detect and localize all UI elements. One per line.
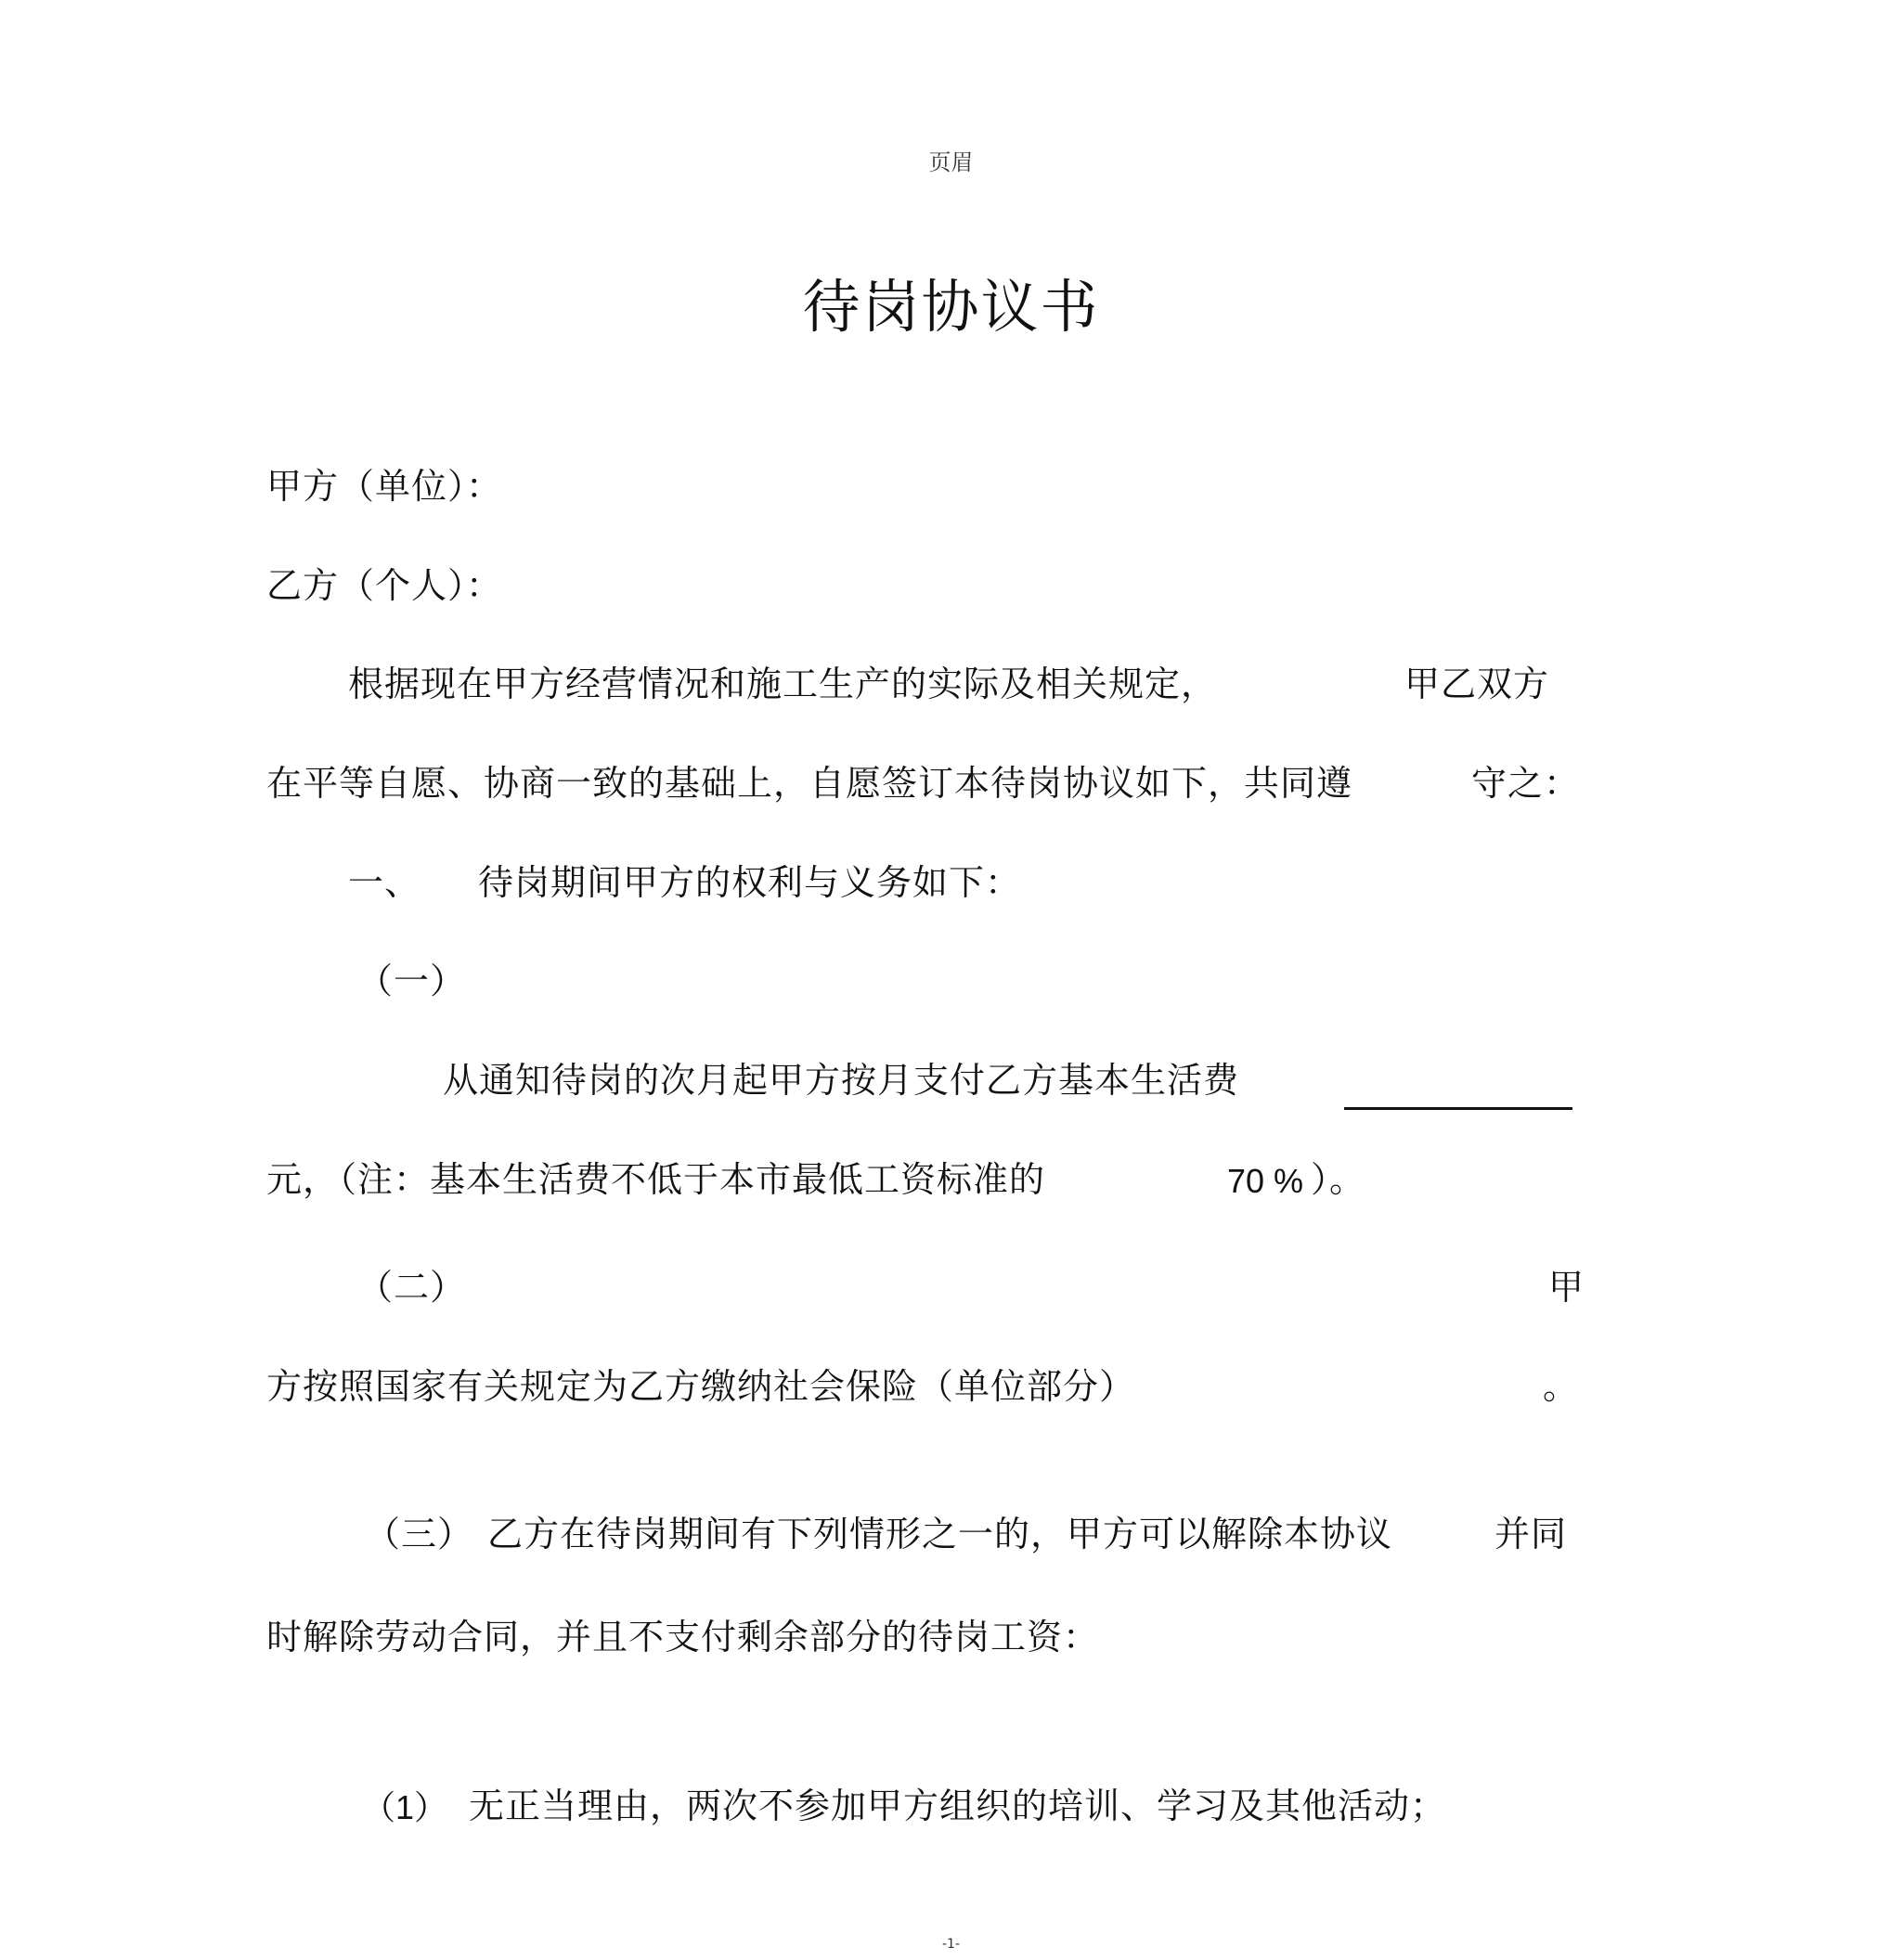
intro-line2-left: 在平等自愿、协商一致的基础上，自愿签订本待岗协议如下，共同遵 — [266, 763, 1353, 804]
amount-blank-line — [1344, 1107, 1572, 1110]
item3-number: （三） — [365, 1514, 474, 1554]
section1-number: 一、 — [348, 862, 421, 903]
page-number: -1- — [941, 1937, 960, 1952]
item1-line2-end: ）。 — [1311, 1159, 1366, 1200]
clause1-number: （1） — [362, 1788, 448, 1826]
item2-line1-right: 甲 — [1548, 1267, 1585, 1308]
party-b-label: 乙方（个人）： — [266, 565, 503, 606]
document-title: 待岗协议书 — [802, 273, 1100, 341]
item1-line1: 从通知待岗的次月起甲方按月支付乙方基本生活费 — [443, 1060, 1240, 1101]
item1-percent: 70 % — [1227, 1162, 1304, 1200]
item1-line2: 元，（注：基本生活费不低于本市最低工资标准的 — [266, 1159, 1046, 1200]
page-header: 页眉 — [928, 149, 974, 175]
clause1-text: 无正当理由，两次不参加甲方组织的培训、学习及其他活动； — [469, 1786, 1447, 1826]
item2-number: （二） — [357, 1267, 467, 1308]
party-a-label: 甲方（单位）： — [266, 466, 503, 507]
intro-line1-right: 甲乙双方 — [1404, 664, 1550, 704]
section1-heading: 待岗期间甲方的权利与义务如下： — [478, 862, 1022, 903]
item1-number: （一） — [357, 961, 467, 1001]
item3-line1-right: 并同 — [1494, 1514, 1568, 1554]
item3-line1: 乙方在待岗期间有下列情形之一的，甲方可以解除本协议 — [487, 1514, 1393, 1554]
item2-line2-end: 。 — [1543, 1366, 1580, 1407]
intro-line1-left: 根据现在甲方经营情况和施工生产的实际及相关规定， — [348, 664, 1218, 704]
item2-line2: 方按照国家有关规定为乙方缴纳社会保险（单位部分） — [266, 1366, 1136, 1407]
intro-line2-right: 守之： — [1471, 763, 1581, 804]
item3-line2: 时解除劳动合同，并且不支付剩余部分的待岗工资： — [266, 1617, 1100, 1657]
